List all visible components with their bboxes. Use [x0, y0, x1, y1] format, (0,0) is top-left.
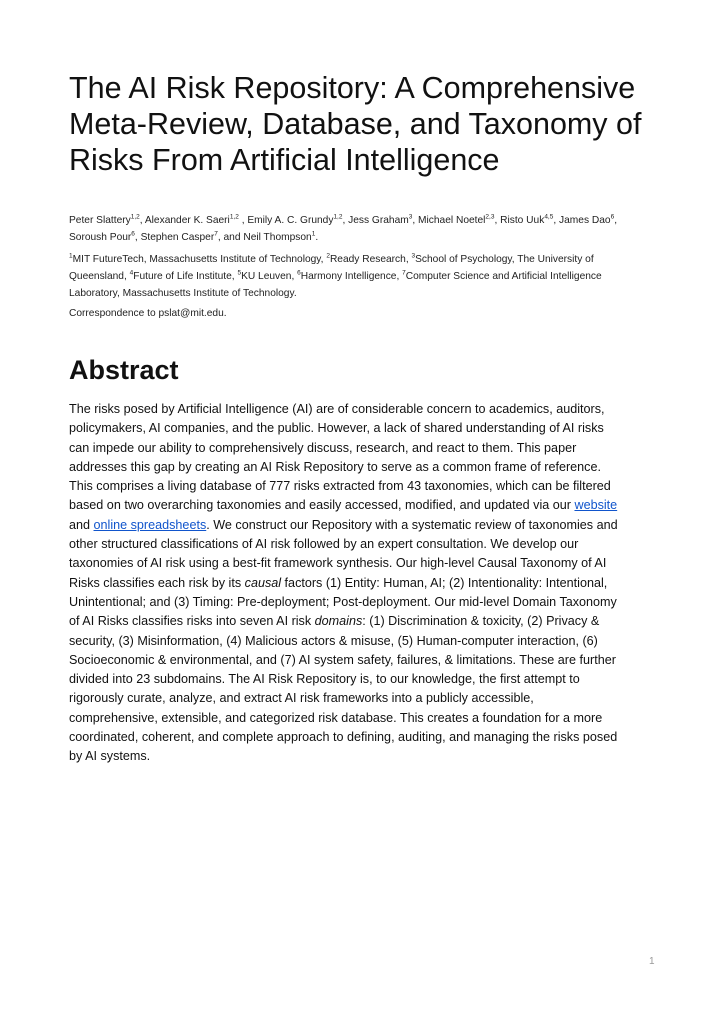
abstract-line: comprehensive, extensible, and categorized risk database. This creates a foundation for a more	[69, 710, 603, 725]
affiliation-text: Computer Science and Artificial Intelligence	[405, 271, 602, 282]
abstract-text: and	[69, 517, 94, 532]
website-link[interactable]: website	[574, 498, 618, 513]
author-name: Neil Thompson	[243, 232, 312, 243]
affiliation-text: Harmony Intelligence,	[300, 271, 403, 282]
author-separator: ,	[412, 215, 419, 226]
author-name: Alexander K. Saeri	[144, 215, 230, 226]
abstract-text: factors (1) Entity: Human, AI; (2) Intentionality: Intentional,	[281, 575, 608, 590]
affiliation-text: KU Leuven,	[241, 271, 298, 282]
affiliation-number: 4	[129, 269, 134, 277]
abstract-line: by AI systems.	[69, 749, 151, 764]
author-affiliation-mark: 1,2	[130, 213, 140, 221]
abstract-line: other structured classifications of AI risk followed by an expert consultation. We develop our	[69, 537, 579, 552]
affiliation-text: Future of Life Institute,	[133, 271, 238, 282]
affiliation-number: 6	[297, 269, 301, 277]
author-name: James Dao	[559, 215, 611, 226]
abstract-line	[69, 574, 669, 593]
author-name: Soroush Pour	[69, 232, 132, 243]
abstract-line: rigorously curate, analyze, and extract AI risk frameworks into a publicly accessible,	[69, 691, 534, 706]
affiliation-text: MIT FutureTech, Massachusetts Institute of Technology,	[72, 254, 327, 265]
abstract-line: This comprises a living database of 777 risks extracted from 43 taxonomies, which can be filtered	[69, 479, 611, 494]
affiliation-number: 7	[402, 269, 406, 277]
abstract-emphasis: domains	[314, 614, 363, 629]
author-name: Emily A. C. Grundy	[247, 215, 334, 226]
abstract-line: policymakers, AI companies, and the public. However, a lack of shared understanding of AI risks	[69, 421, 604, 436]
affiliation-text: Ready Research,	[329, 254, 412, 265]
affiliation-line	[69, 268, 669, 285]
abstract-heading: Abstract	[69, 355, 179, 385]
affiliation-text: Queensland,	[69, 271, 130, 282]
affiliation-number: 3	[411, 252, 416, 260]
author-name: Peter Slattery	[69, 215, 131, 226]
abstract-text: Risks classifies each risk by its	[69, 575, 245, 590]
author-affiliation-mark: 2,3	[485, 213, 495, 221]
title-line: The AI Risk Repository: A Comprehensive	[69, 71, 636, 105]
author-separator: ,	[342, 215, 349, 226]
affiliation-number: 2	[326, 252, 330, 260]
abstract-line: coordinated, coherent, and complete approach to defining, auditing, and managing the risks posed	[69, 730, 618, 745]
author-separator: , and	[217, 232, 244, 243]
author-affiliation-mark: 3	[408, 213, 413, 221]
abstract-line	[69, 516, 669, 535]
author-name: Stephen Casper	[140, 232, 215, 243]
affiliation-text: School of Psychology, The University of	[415, 254, 594, 265]
correspondence-note: Correspondence to pslat@mit.edu.	[69, 308, 227, 319]
author-name: Jess Graham	[348, 215, 409, 226]
author-separator: ,	[134, 232, 141, 243]
author-affiliation-mark: 4,5	[544, 213, 554, 221]
abstract-text: of AI Risks classifies risks into seven AI risk	[69, 614, 315, 629]
author-separator: ,	[139, 215, 145, 226]
page-number: 1	[649, 956, 655, 967]
author-name: Michael Noetel	[418, 215, 486, 226]
title-line: Risks From Artificial Intelligence	[69, 143, 500, 177]
author-name: Risto Uuk	[500, 215, 545, 226]
abstract-line: security, (3) Misinformation, (4) Malicious actors & misuse, (5) Human-computer interaction, (6)	[69, 633, 598, 648]
author-affiliation-mark: 1,2	[333, 213, 343, 221]
affiliation-line	[69, 285, 669, 302]
author-affiliation-mark: 7	[214, 230, 218, 238]
affiliation-number: 1	[69, 252, 73, 260]
paper-title	[69, 70, 669, 178]
abstract-line: Unintentional; and (3) Timing: Pre-deployment; Post-deployment. Our mid-level Domain Taxonomy	[69, 594, 617, 609]
author-separator: ,	[494, 215, 501, 226]
title-line: Meta-Review, Database, and Taxonomy of	[69, 107, 642, 141]
affiliation-list	[69, 251, 669, 302]
online-spreadsheets-link[interactable]: online spreadsheets	[93, 517, 207, 532]
affiliation-number: 5	[237, 269, 242, 277]
abstract-emphasis: causal	[244, 575, 282, 590]
author-affiliation-mark: 1,2	[229, 213, 239, 221]
affiliation-text: Laboratory, Massachusetts Institute of Technology.	[69, 288, 297, 299]
abstract-text: : (1) Discrimination & toxicity, (2) Privacy &	[362, 614, 600, 629]
abstract-line	[69, 612, 669, 631]
affiliation-line	[69, 251, 669, 268]
author-list	[69, 212, 669, 246]
author-separator: ,	[238, 215, 248, 226]
author-separator: .	[315, 232, 319, 243]
abstract-line: The risks posed by Artificial Intelligence (AI) are of considerable concern to academics, auditors,	[69, 402, 605, 416]
author-separator: ,	[614, 215, 618, 226]
author-line	[69, 212, 669, 229]
abstract-text: . We construct our Repository with a systematic review of taxonomies and	[206, 517, 618, 532]
author-affiliation-mark: 1	[311, 230, 316, 238]
abstract-line: addresses this gap by creating an AI Risk Repository to serve as a common frame of reference.	[69, 459, 601, 474]
abstract-body	[69, 400, 669, 767]
abstract-line	[69, 496, 669, 515]
abstract-line: divided into 23 subdomains. The AI Risk Repository is, to our knowledge, the first attempt to	[69, 672, 580, 687]
author-affiliation-mark: 6	[610, 213, 615, 221]
abstract-line: Socioeconomic & environmental, and (7) AI system safety, failures, & limitations. These are further	[69, 652, 616, 667]
author-separator: ,	[553, 215, 560, 226]
abstract-line: taxonomies of AI risk using a best-fit framework synthesis. Our high-level Causal Taxonomy of AI	[69, 556, 607, 571]
author-line	[69, 229, 669, 246]
abstract-text: based on two overarching taxonomies and easily accessed, modified, and updated via our	[69, 498, 575, 513]
author-affiliation-mark: 6	[131, 230, 135, 238]
abstract-line: can impede our ability to comprehensively discuss, research, and react to them. This paper	[69, 440, 577, 455]
